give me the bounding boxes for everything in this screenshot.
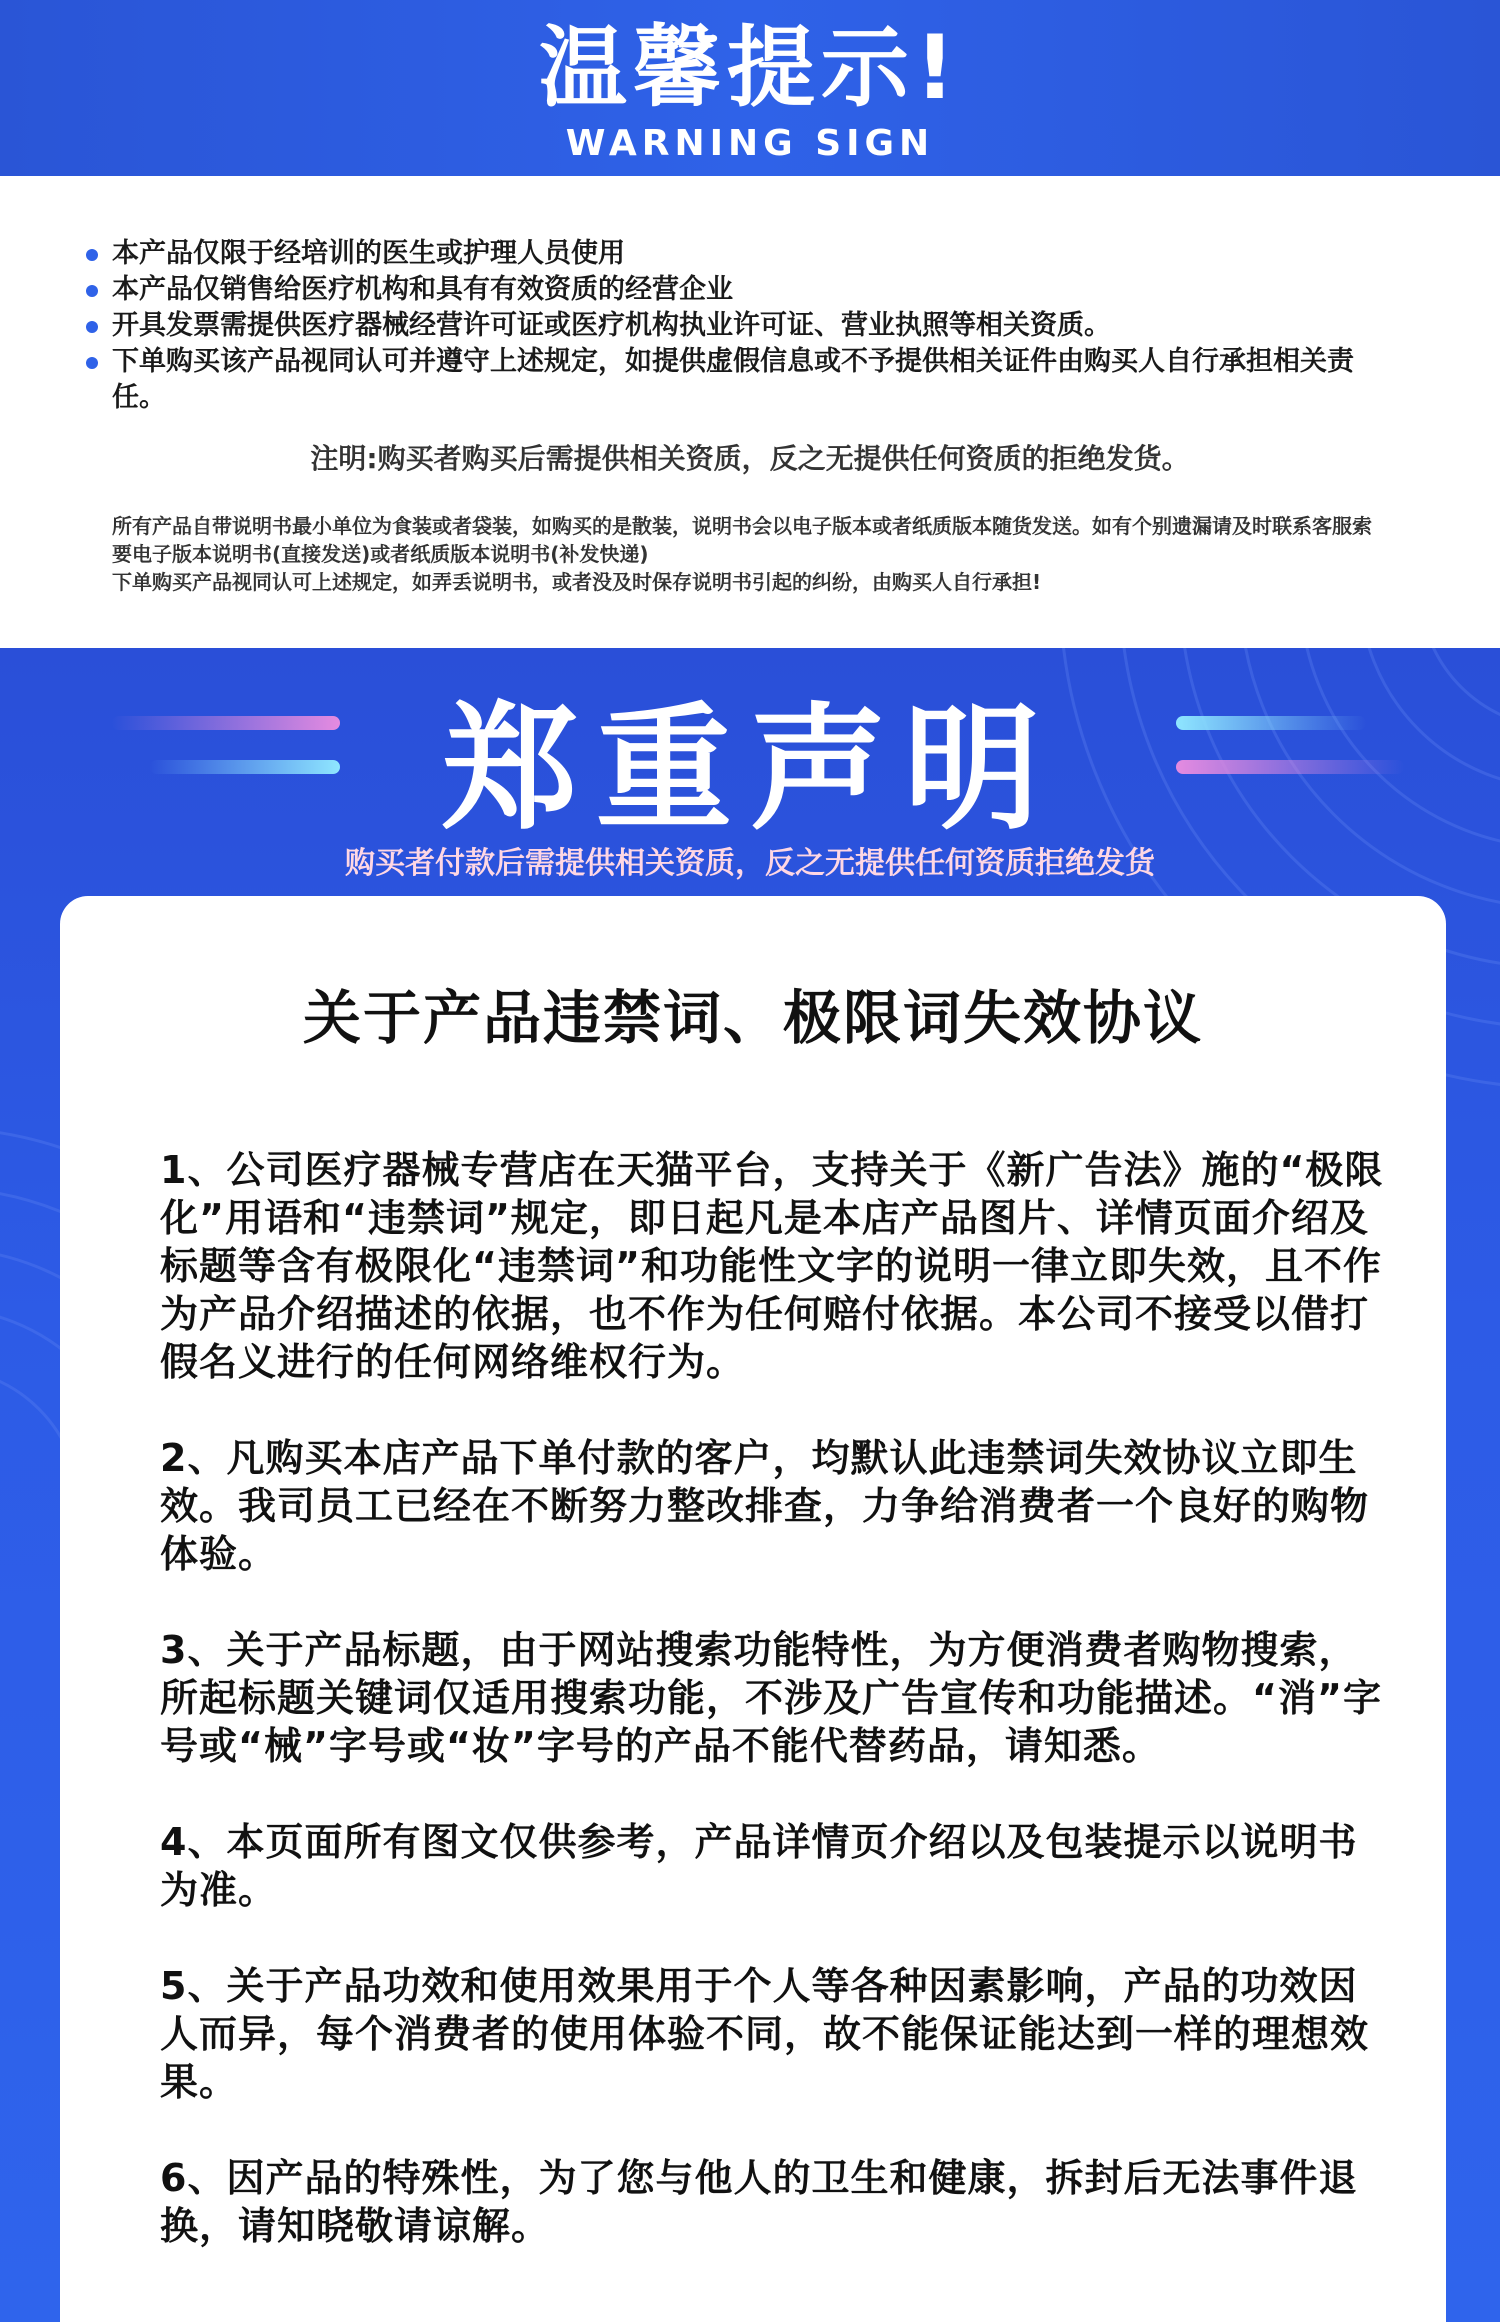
fine-print: [112, 512, 1387, 596]
fine-print-line: 所有产品自带说明书最小单位为食装或者袋装，如购买的是散装，说明书会以电子版本或者纸质版本随货发送。如有个别遗漏请及时联系客服索要电子版本说明书(直接发送)或者纸质版本说明书(补发快递): [112, 514, 1372, 566]
bullet-icon: [86, 357, 98, 369]
bullet-icon: [86, 321, 98, 333]
list-item-text: 下单购买该产品视同认可并遵守上述规定，如提供虚假信息或不予提供相关证件由购买人自行承担相关责任。: [112, 346, 1354, 413]
bullet-icon: [86, 249, 98, 261]
fine-print-line: 下单购买产品视同认可上述规定，如弄丢说明书，或者没及时保存说明书引起的纠纷，由购买人自行承担!: [112, 570, 1042, 594]
declaration-subtitle: 购买者付款后需提供相关资质，反之无提供任何资质拒绝发货: [345, 846, 1155, 881]
list-item: [84, 308, 1384, 344]
list-item-text: 本产品仅销售给医疗机构和具有有效资质的经营企业: [112, 274, 733, 305]
clause-item: 3、关于产品标题，由于网站搜索功能特性，为方便消费者购物搜索，所起标题关键词仅适用搜索功能，不涉及广告宣传和功能描述。“消”字号或“械”字号或“妆”字号的产品不能代替药品，请知悉。: [160, 1628, 1382, 1768]
list-item-text: 本产品仅限于经培训的医生或护理人员使用: [112, 238, 625, 269]
warning-banner: [0, 0, 1500, 176]
clause-item: 4、本页面所有图文仅供参考，产品详情页介绍以及包装提示以说明书为准。: [160, 1820, 1358, 1912]
list-item-text: 开具发票需提供医疗器械经营许可证或医疗机构执业许可证、营业执照等相关资质。: [112, 310, 1111, 341]
warning-subtitle: WARNING SIGN: [565, 123, 935, 164]
warning-title: 温馨提示!: [538, 16, 962, 119]
list-item: [84, 272, 1384, 308]
bullet-icon: [86, 285, 98, 297]
declaration-title: 郑重声明: [442, 691, 1058, 849]
warning-list: [84, 236, 1384, 416]
agreement-card: [60, 896, 1446, 2322]
notice-text: 注明:购买者购买后需提供相关资质，反之无提供任何资质的拒绝发货。: [310, 442, 1190, 475]
clause-item: 5、关于产品功效和使用效果用于个人等各种因素影响，产品的功效因人而异，每个消费者的使用体验不同，故不能保证能达到一样的理想效果。: [160, 1964, 1370, 2104]
list-item: [84, 344, 1384, 416]
agreement-title: 关于产品违禁词、极限词失效协议: [302, 984, 1203, 1052]
list-item: [84, 236, 1384, 272]
declaration-section: [0, 648, 1500, 2322]
clause-item: 1、公司医疗器械专营店在天猫平台，支持关于《新广告法》施的“极限化”用语和“违禁词”规定，即日起凡是本店产品图片、详情页面介绍及标题等含有极限化“违禁词”和功能性文字的说明一律立即失效，且不作为产品介绍描述的依据，也不作为任何赔付依据。本公司不接受以借打假名义进行的任何网络维权行为。: [160, 1148, 1384, 1384]
clause-item: 2、凡购买本店产品下单付款的客户，均默认此违禁词失效协议立即生效。我司员工已经在不断努力整改排查，力争给消费者一个良好的购物体验。: [160, 1436, 1370, 1576]
clause-list: [160, 1146, 1388, 2298]
clause-item: 6、因产品的特殊性，为了您与他人的卫生和健康，拆封后无法事件退换，请知晓敬请谅解。: [160, 2156, 1358, 2248]
